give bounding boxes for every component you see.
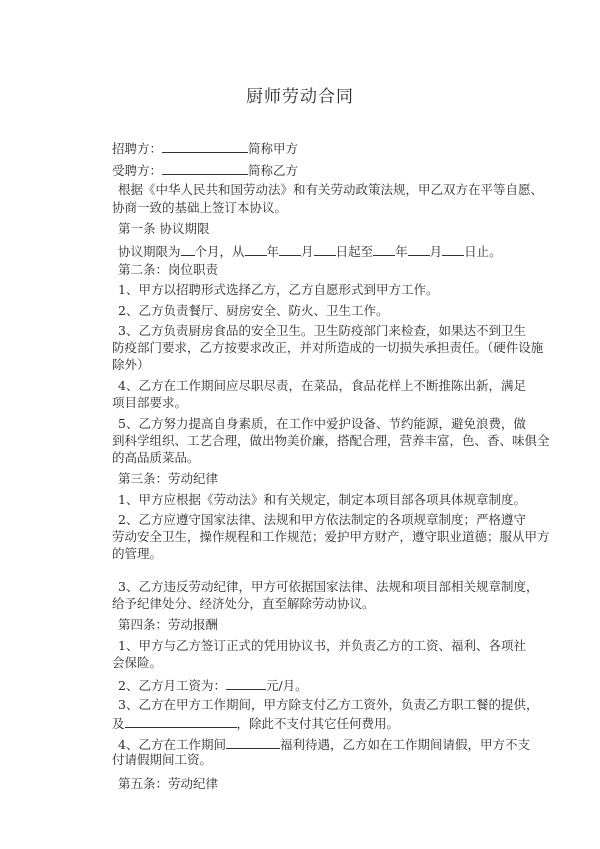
article-3-item-2-line-2: 劳动安全卫生，操作规程和工作规范；爱护甲方财产，遵守职业道德；服从甲方: [112, 529, 550, 544]
article-2-item-5-line-1: 5、乙方努力提高自身素质，在工作中爱护设备、节约能源，避免浪费，做: [118, 416, 526, 431]
term-text-3: 年: [266, 244, 280, 259]
term-text-6: 年: [395, 244, 408, 259]
term-text-5: 日起至: [335, 244, 374, 259]
start-month-blank[interactable]: [279, 243, 301, 256]
article-4-item-2: [118, 677, 518, 693]
article-3-item-3-line-1: 3、乙方违反劳动纪律，甲方可依据国家法律、法规和项目部相关规章制度，: [118, 579, 539, 594]
meal-blank[interactable]: [125, 715, 237, 728]
employee-line: [112, 162, 512, 178]
article-4-item-1-line-1: 1、甲方与乙方签订正式的凭用协议书，并负责乙方的工资、福利、各项社: [118, 638, 526, 653]
employee-label: 受聘方：: [112, 163, 163, 178]
intro-line-1: 根据《中华人民共和国劳动法》和有关劳动政策法规，甲乙双方在平等自愿、: [118, 182, 544, 197]
welfare-blank[interactable]: [226, 736, 280, 749]
article-4-item-4-line-2: 付请假期间工资。: [112, 752, 213, 767]
term-text-1: 协议期限为: [118, 244, 181, 259]
recruiter-line: [112, 140, 512, 156]
end-year-blank[interactable]: [373, 243, 395, 256]
article-2-item-4-line-1: 4、乙方在工作期间应尽职尽责，在菜品，食品花样上不断推陈出新，满足: [118, 378, 526, 393]
employee-suffix: 简称乙方: [248, 163, 299, 178]
article-2-item-2: 2、乙方负责餐厅、厨房安全、防火、卫生工作。: [118, 303, 389, 318]
start-day-blank[interactable]: [314, 243, 336, 256]
end-month-blank[interactable]: [408, 243, 430, 256]
article-5-heading: 第五条：劳动纪律: [118, 776, 219, 791]
article-3-item-2-line-3: 的管理。: [112, 546, 163, 561]
recruiter-blank[interactable]: [162, 140, 248, 153]
article-2-item-5-line-2: 到科学组织、工艺合理，做出物美价廉，搭配合理，营养丰富，色、香、味俱全: [112, 433, 550, 448]
salary-text: 2、乙方月工资为：: [118, 678, 226, 693]
start-year-blank[interactable]: [245, 243, 267, 256]
term-text-2: 个月，从: [194, 244, 245, 259]
meal-suffix: ，除此不支付其它任何费用。: [236, 716, 400, 731]
article-2-item-1: 1、甲方以招聘形式选择乙方，乙方自愿形式到甲方工作。: [118, 282, 439, 297]
intro-line-2: 协商一致的基础上签订本协议。: [112, 200, 288, 215]
document-title: 厨师劳动合同: [246, 87, 354, 107]
article-2-item-3-line-2: 防疫部门要求，乙方按要求改正，并对所造成的一切损失承担责任。（硬件设施: [112, 340, 544, 355]
employee-blank[interactable]: [162, 162, 248, 175]
article-3-item-3-line-2: 给予纪律处分、经济处分，直至解除劳动协议。: [112, 596, 375, 611]
salary-blank[interactable]: [226, 677, 266, 690]
recruiter-label: 招聘方：: [112, 141, 163, 156]
article-2-item-3-line-3: 除外）: [112, 357, 150, 372]
term-months-blank[interactable]: [181, 243, 195, 256]
article-2-item-4-line-2: 项目部要求。: [112, 395, 188, 410]
recruiter-suffix: 简称甲方: [248, 141, 299, 156]
term-text-7: 月: [429, 244, 443, 259]
welfare-text: 4、乙方在工作期间: [118, 737, 226, 752]
term-text-4: 月: [301, 244, 314, 259]
term-text-8: 日止。: [464, 244, 502, 259]
article-4-heading: 第四条：劳动报酬: [118, 617, 219, 632]
welfare-suffix: 福利待遇，乙方如在工作期间请假，甲方不支: [279, 737, 530, 752]
article-4-item-1-line-2: 会保险。: [112, 655, 163, 670]
article-2-item-3-line-1: 3、乙方负责厨房食品的安全卫生。卫生防疫部门来检查，如果达不到卫生: [118, 323, 526, 338]
article-3-item-1: 1、甲方应根据《劳动法》和有关规定，制定本项目部各项具体规章制度。: [118, 492, 526, 507]
salary-unit: 元/月。: [265, 678, 308, 693]
agreement-term-line: [118, 243, 518, 259]
meal-text: 及: [112, 716, 125, 731]
article-3-item-2-line-1: 2、乙方应遵守国家法律、法规和甲方依法制定的各项规章制度；严格遵守: [118, 512, 526, 527]
article-2-item-5-line-3: 的高品质菜品。: [112, 450, 200, 465]
article-2-heading: 第二条：岗位职责: [118, 262, 219, 277]
article-4-item-3-line-2: [112, 715, 512, 731]
article-1-heading: 第一条 协议期限: [118, 221, 210, 236]
end-day-blank[interactable]: [442, 243, 464, 256]
article-4-item-3-line-1: 3、乙方在甲方工作期间，甲方除支付乙方工资外，负责乙方职工餐的提供，: [118, 697, 539, 712]
article-3-heading: 第三条：劳动纪律: [118, 471, 219, 486]
article-4-item-4-line-1: [118, 736, 530, 752]
